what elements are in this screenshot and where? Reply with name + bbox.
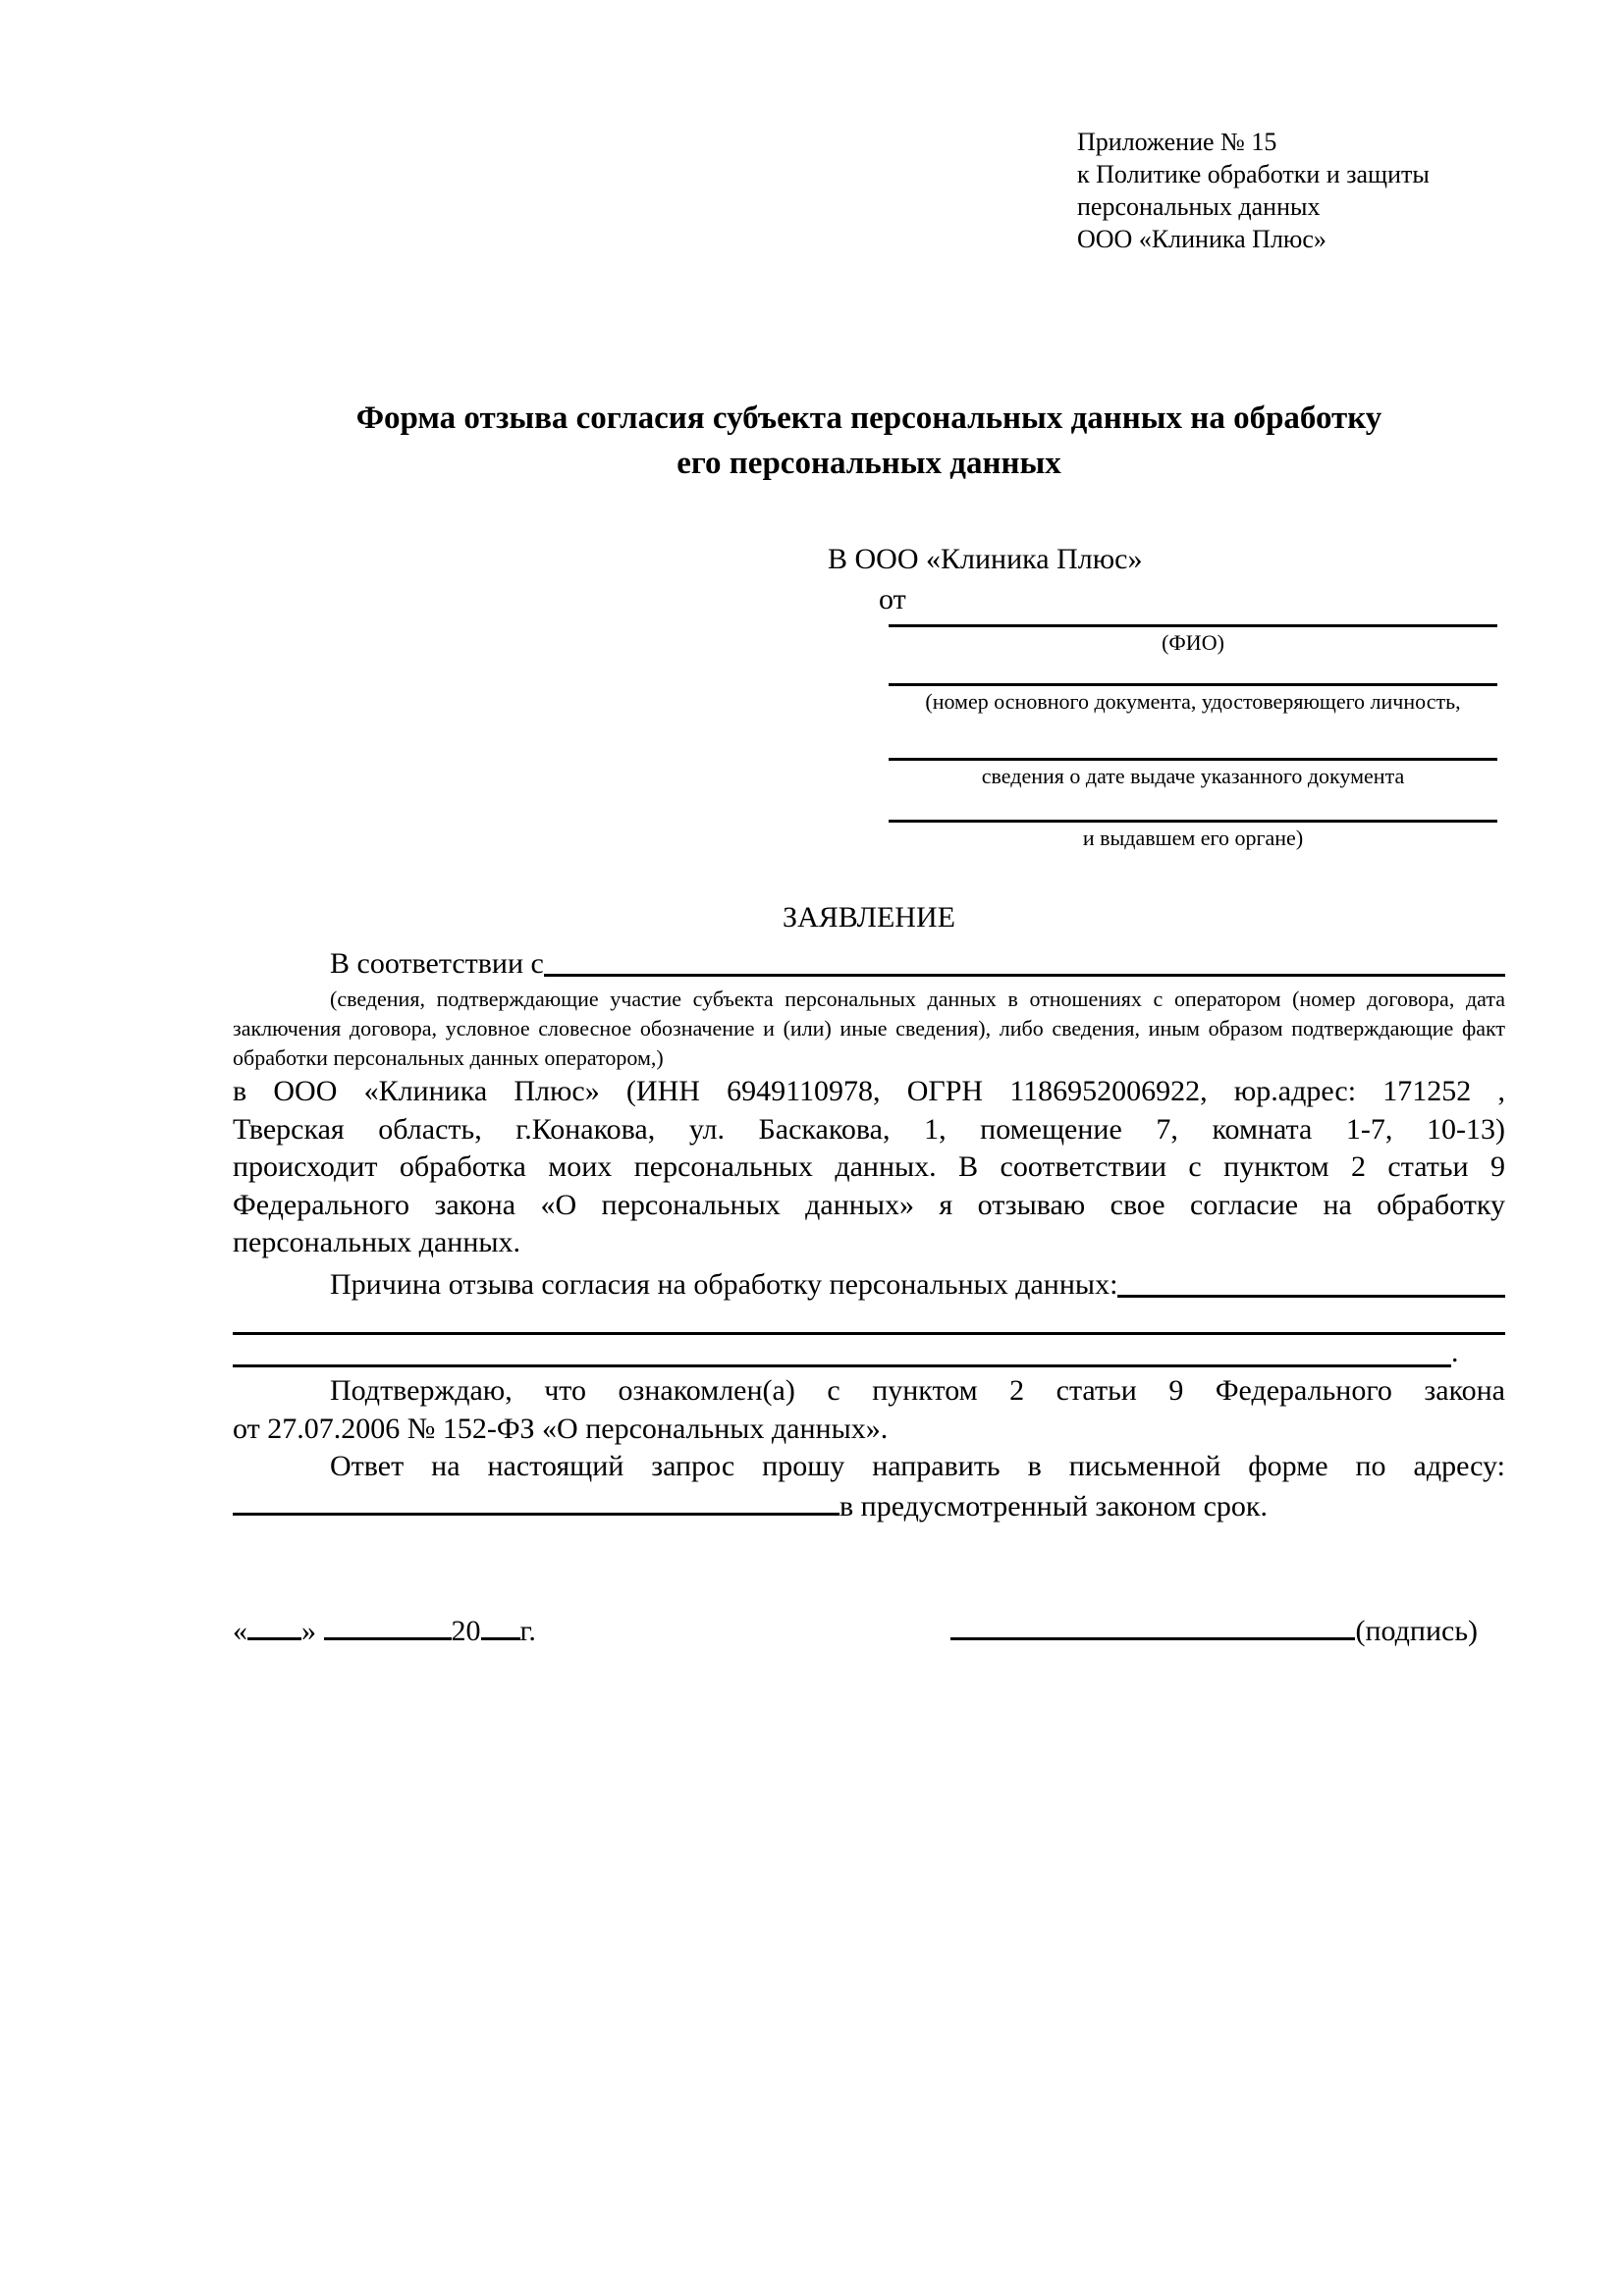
reason-blank-line: [1117, 1295, 1505, 1298]
confirmation-line: от 27.07.2006 № 152-ФЗ «О персональных данных».: [233, 1412, 889, 1445]
fio-blank-line: [889, 618, 1497, 627]
appendix-line: Приложение № 15: [1077, 128, 1277, 156]
body-line: в ООО «Клиника Плюс» (ИНН 6949110978, ОГРН 1186952006922, юр.адрес: 171252 ,: [233, 1075, 1505, 1107]
document-title-line: Форма отзыва согласия субъекта персональных данных на обработку: [355, 400, 1382, 436]
body-line: персональных данных.: [233, 1226, 521, 1258]
fio-field: [889, 618, 1497, 657]
year-blank-line: [481, 1611, 520, 1640]
statement-heading: ЗАЯВЛЕНИЕ: [783, 901, 955, 934]
fine-print-line: (сведения, подтверждающие участие субъекта персональных данных в отношениях с оператором (номер договора, дата: [330, 987, 1505, 1011]
fine-print-note: [233, 985, 1505, 1073]
document-content: [233, 0, 1505, 1651]
basis-blank-line: [544, 974, 1505, 977]
body-line: Тверская область, г.Конакова, ул. Баскакова, 1, помещение 7, комната 1-7, 10-13): [233, 1112, 1505, 1146]
fine-print-line: заключения договора, условное словесное обозначение и (или) иные сведения), либо сведения, иным образом подтверждающие факт: [233, 1016, 1505, 1041]
issue-date-field: [889, 716, 1497, 790]
basis-row: [233, 945, 1505, 984]
reason-blank-line-3: [233, 1335, 1451, 1367]
issuing-authority-field: [889, 790, 1497, 852]
document-number-field: [889, 657, 1497, 716]
year-suffix: г.: [519, 1615, 536, 1647]
body-paragraph: [233, 1073, 1505, 1262]
signature-caption: (подпись): [1355, 1615, 1478, 1647]
date-close-quote: »: [301, 1615, 316, 1647]
date-group: [233, 1611, 536, 1651]
signature-group: [950, 1611, 1478, 1651]
day-blank-line: [247, 1611, 301, 1640]
reason-label: Причина отзыва согласия на обработку персональных данных:: [330, 1267, 1118, 1301]
issuing-authority-caption: и выдавшем его органе): [1082, 826, 1304, 850]
issue-date-blank-line: [889, 716, 1497, 761]
month-blank-line: [324, 1611, 452, 1640]
fio-caption: (ФИО): [1162, 630, 1224, 655]
appendix-line: к Политике обработки и защиты: [1077, 160, 1430, 188]
appendix-note: [1077, 126, 1505, 255]
confirmation-line: Подтверждаю, что ознакомлен(а) с пунктом 2 статьи 9 Федерального закона: [330, 1374, 1505, 1407]
document-title: [233, 396, 1505, 486]
reply-request-line: Ответ на настоящий запрос прошу направить в письменной форме по адресу:: [330, 1450, 1505, 1482]
document-number-caption: (номер основного документа, удостоверяющего личность,: [925, 689, 1461, 714]
body-line: Федерального закона «О персональных данных» я отзываю свое согласие на обработку: [233, 1188, 1505, 1221]
reason-row: [233, 1266, 1505, 1305]
fine-print-line: обработки персональных данных оператором,): [233, 1045, 664, 1070]
appendix-line: персональных данных: [1077, 192, 1321, 221]
document-number-blank-line: [889, 657, 1497, 686]
addressee-org: В ООО «Клиника Плюс»: [828, 543, 1143, 575]
date-signature-row: [233, 1611, 1505, 1651]
reply-request-paragraph: [233, 1448, 1505, 1525]
reason-blank-line-3-row: [233, 1335, 1505, 1370]
body-line: происходит обработка моих персональных данных. В соответствии с пунктом 2 статьи 9: [233, 1150, 1505, 1183]
date-open-quote: «: [233, 1615, 247, 1647]
reply-address-row: [233, 1486, 1505, 1526]
signature-blank-line: [950, 1611, 1355, 1640]
issuing-authority-blank-line: [889, 790, 1497, 823]
confirmation-paragraph: [233, 1372, 1505, 1448]
addressee-from-label: от: [879, 582, 906, 615]
appendix-line: ООО «Клиника Плюс»: [1077, 225, 1326, 253]
blank-line-terminator: .: [1451, 1336, 1459, 1368]
reply-request-suffix: в предусмотренный законом срок.: [839, 1489, 1268, 1522]
addressee-block: [828, 541, 1497, 852]
issue-date-caption: сведения о дате выдаче указанного документа: [981, 764, 1405, 788]
basis-prefix: В соответствии с: [330, 946, 544, 980]
year-prefix: 20: [451, 1615, 481, 1647]
reply-address-blank-line: [233, 1486, 839, 1516]
document-title-line: его персональных данных: [677, 446, 1061, 481]
